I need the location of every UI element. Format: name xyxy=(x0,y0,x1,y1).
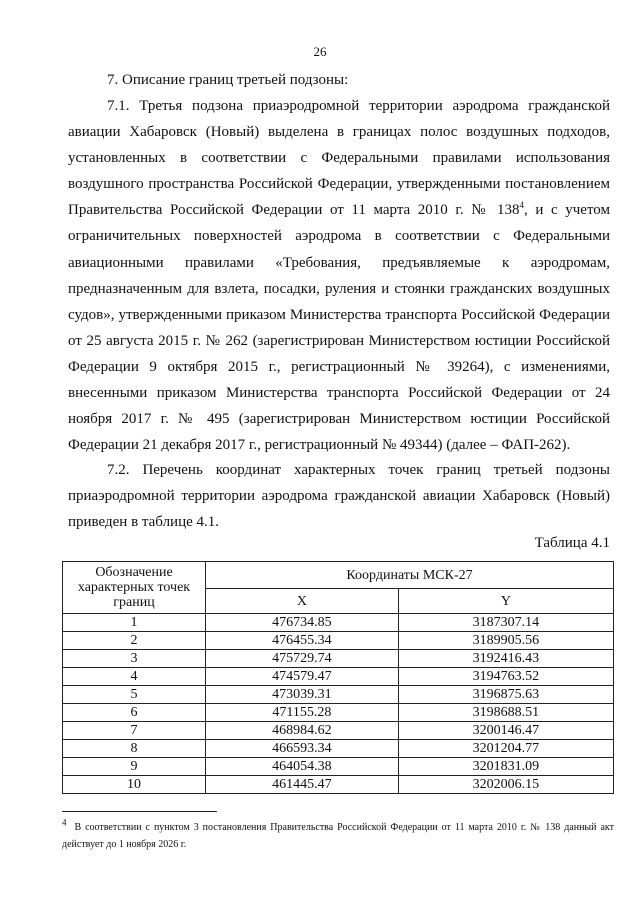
footnote-mark: 4 xyxy=(62,817,67,828)
footnote xyxy=(62,819,614,853)
table-row xyxy=(63,740,614,758)
footnote-divider xyxy=(62,811,217,812)
paragraph-7-2: 7.2. Перечень координат характерных точек границ третьей подзоны приаэродромной территории аэродрома гражданской авиации Хабаровск (Новый) приведен в таблице 4.1. xyxy=(68,462,610,531)
coord-y: 3200146.47 xyxy=(398,722,613,740)
footnote-reference: 4 xyxy=(519,200,524,211)
table-row xyxy=(63,668,614,686)
header-coordinates: Координаты МСК-27 xyxy=(206,562,614,589)
point-number: 3 xyxy=(63,650,206,668)
page-number: 26 xyxy=(313,44,327,59)
coord-y: 3187307.14 xyxy=(398,614,613,632)
point-number: 1 xyxy=(63,614,206,632)
table-row xyxy=(63,614,614,632)
coord-y: 3192416.43 xyxy=(398,650,613,668)
point-number: 10 xyxy=(63,776,206,794)
header-x: X xyxy=(206,589,399,614)
header-y: Y xyxy=(398,589,613,614)
table-caption: Таблица 4.1 xyxy=(534,535,610,551)
coord-x: 468984.62 xyxy=(206,722,399,740)
coord-y: 3189905.56 xyxy=(398,632,613,650)
table-row xyxy=(63,758,614,776)
coord-x: 473039.31 xyxy=(206,686,399,704)
coord-x: 474579.47 xyxy=(206,668,399,686)
coord-y: 3194763.52 xyxy=(398,668,613,686)
coord-x: 475729.74 xyxy=(206,650,399,668)
table-row xyxy=(63,776,614,794)
coord-x: 461445.47 xyxy=(206,776,399,794)
coord-y: 3198688.51 xyxy=(398,704,613,722)
table-row xyxy=(63,722,614,740)
paragraph-7-1-text: 7.1. Третья подзона приаэродромной территории аэродрома гражданской авиации Хабаровск (Новый) выделена в границах полос воздушных подходов, установленных в соответствии с Федеральными правилами использования воздушного пространства Российской Федерации, утвержденными постановлением Правительства Российской Федерации от 11 марта 2010 г. № 138 xyxy=(68,98,610,219)
coord-x: 464054.38 xyxy=(206,758,399,776)
point-number: 6 xyxy=(63,704,206,722)
paragraph-7-1 xyxy=(68,93,610,458)
coordinates-table xyxy=(62,561,614,794)
header-point-designation: Обозначение характерных точек границ xyxy=(63,562,206,614)
point-number: 7 xyxy=(63,722,206,740)
coord-y: 3201204.77 xyxy=(398,740,613,758)
table-row xyxy=(63,650,614,668)
coord-x: 466593.34 xyxy=(206,740,399,758)
table-row xyxy=(63,686,614,704)
coord-y: 3196875.63 xyxy=(398,686,613,704)
coord-x: 476734.85 xyxy=(206,614,399,632)
coord-x: 476455.34 xyxy=(206,632,399,650)
paragraph-7-1-continuation: , и с учетом ограничительных поверхностей аэродрома в соответствии с Федеральными авиационными правилами «Требования, предъявляемые к аэродромам, предназначенным для взлета, посадки, руления и стоянки гражданских воздушных судов», утвержденными приказом Министерства транспорта Российской Федерации от 25 августа 2015 г. № 262 (зарегистрирован Министерством юстиции Российской Федерации 9 октября 2015 г., регистрационный № 39264), с изменениями, внесенными приказом Министерства транспорта Российской Федерации от 24 ноября 2017 г. № 495 (зарегистрирован Министерством юстиции Российской Федерации 21 декабря 2017 г., регистрационный № 49344) (далее – ФАП-262). xyxy=(68,202,611,454)
footnote-text: В соответствии с пунктом 3 постановления Правительства Российской Федерации от 11 марта 2010 г. № 138 данный акт действует до 1 ноября 2026 г. xyxy=(62,822,615,850)
section-heading: 7. Описание границ третьей подзоны: xyxy=(107,72,349,88)
table-row xyxy=(63,632,614,650)
table-row xyxy=(63,704,614,722)
point-number: 9 xyxy=(63,758,206,776)
point-number: 2 xyxy=(63,632,206,650)
coord-x: 471155.28 xyxy=(206,704,399,722)
coord-y: 3201831.09 xyxy=(398,758,613,776)
point-number: 4 xyxy=(63,668,206,686)
point-number: 8 xyxy=(63,740,206,758)
coord-y: 3202006.15 xyxy=(398,776,613,794)
point-number: 5 xyxy=(63,686,206,704)
